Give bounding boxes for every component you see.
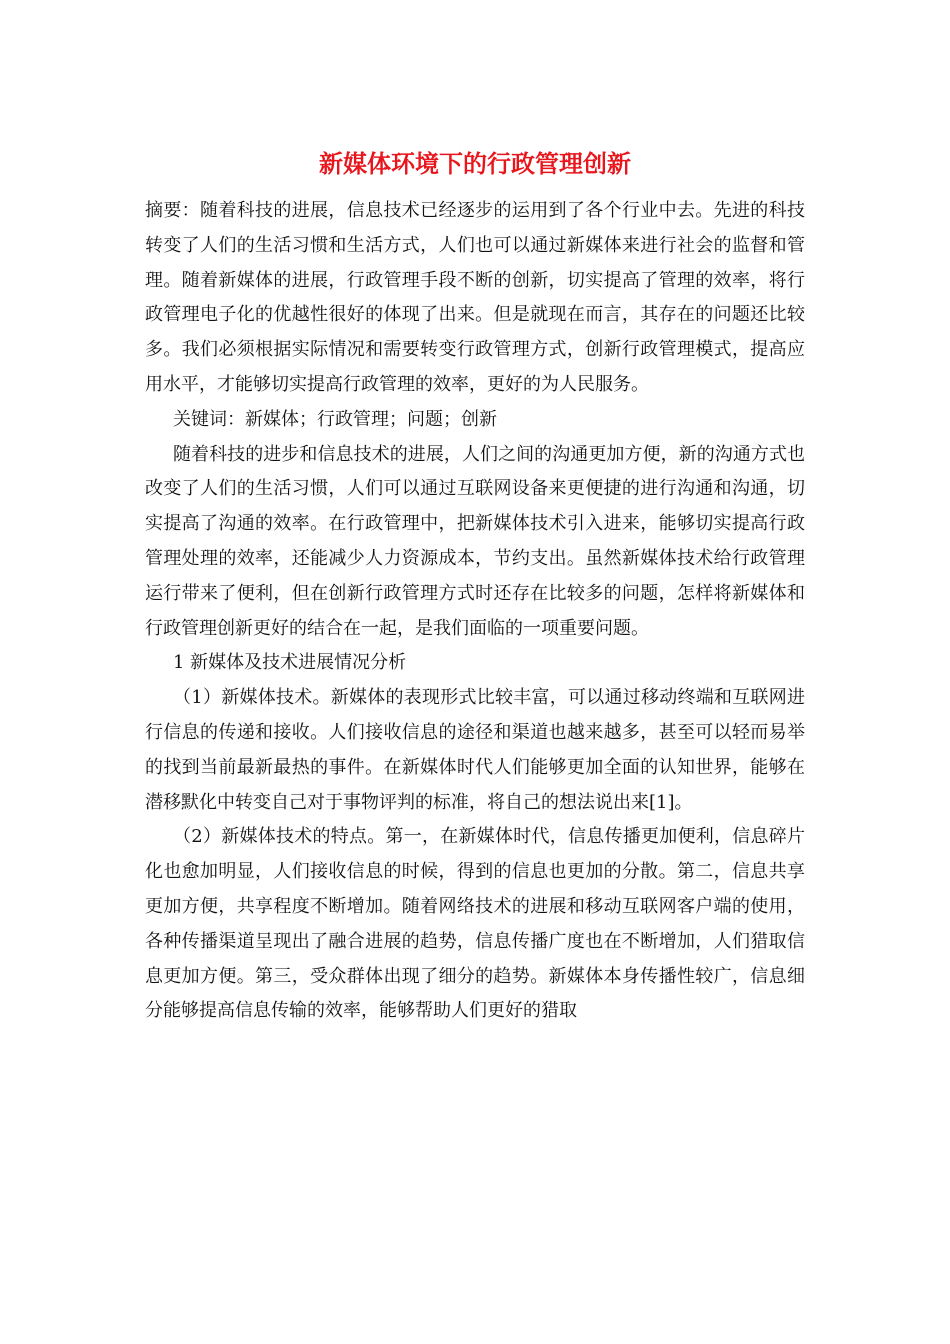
section-heading: 1 新媒体及技术进展情况分析: [173, 652, 407, 674]
document-body: [145, 194, 805, 1029]
document-title: 新媒体环境下的行政管理创新: [319, 149, 631, 178]
abstract-paragraph: 摘要：随着科技的进展，信息技术已经逐步的运用到了各个行业中去。先进的科技转变了人们的生活习惯和生活方式，人们也可以通过新媒体来进行社会的监督和管理。随着新媒体的进展，行政管理手段不断的创新，切实提高了管理的效率，将行政管理电子化的优越性很好的体现了出来。但是就现在而言，其存在的问题还比较多。我们必须根据实际情况和需要转变行政管理方式，创新行政管理模式，提高应用水平，才能够切实提高行政管理的效率，更好的为人民服务。: [145, 200, 805, 395]
keywords-paragraph: 关键词：新媒体；行政管理；问题；创新: [173, 408, 497, 430]
intro-paragraph: 随着科技的进步和信息技术的进展，人们之间的沟通更加方便，新的沟通方式也改变了人们的生活习惯，人们可以通过互联网设备来更便捷的进行沟通和沟通，切实提高了沟通的效率。在行政管理中，把新媒体技术引入进来，能够切实提高行政管理处理的效率，还能减少人力资源成本，节约支出。虽然新媒体技术给行政管理运行带来了便利，但在创新行政管理方式时还存在比较多的问题，怎样将新媒体和行政管理创新更好的结合在一起，是我们面临的一项重要问题。: [145, 443, 805, 639]
body-paragraph: （2）新媒体技术的特点。第一，在新媒体时代，信息传播更加便利，信息碎片化也愈加明显，人们接收信息的时候，得到的信息也更加的分散。第二，信息共享更加方便，共享程度不断增加。随着网络技术的进展和移动互联网客户端的使用，各种传播渠道呈现出了融合进展的趋势，信息传播广度也在不断增加，人们猎取信息更加方便。第三，受众群体出现了细分的趋势。新媒体本身传播性较广，信息细分能够提高信息传输的效率，能够帮助人们更好的猎取: [145, 826, 805, 1022]
body-paragraph: （1）新媒体技术。新媒体的表现形式比较丰富，可以通过移动终端和互联网进行信息的传递和接收。人们接收信息的途径和渠道也越来越多，甚至可以轻而易举的找到当前最新最热的事件。在新媒体时代人们能够更加全面的认知世界，能够在潜移默化中转变自己对于事物评判的标准，将自己的想法说出来[1]。: [145, 687, 805, 813]
